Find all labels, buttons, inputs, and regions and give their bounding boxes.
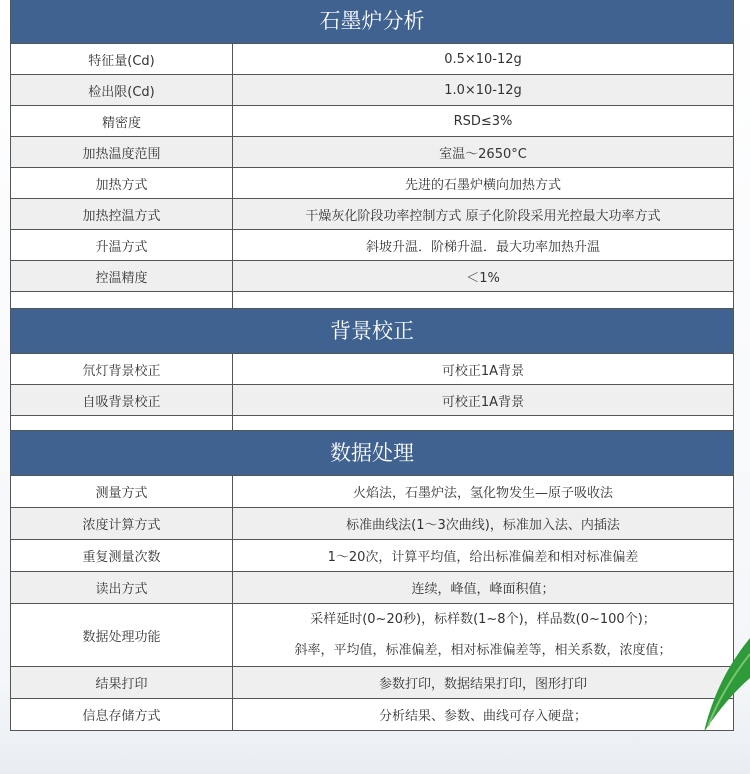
row-label: 信息存储方式 [11, 699, 233, 730]
row-value: ＜1% [466, 270, 500, 286]
row-value: 火焰法，石墨炉法，氢化物发生—原子吸收法 [352, 486, 613, 501]
empty-row [11, 416, 733, 431]
table-row [11, 137, 733, 168]
row-label: 读出方式 [11, 572, 233, 603]
row-value: 斜坡升温．阶梯升温．最大功率加热升温 [365, 239, 600, 255]
table-row [11, 572, 733, 604]
row-value: 1～20次，计算平均值，给出标准偏差和相对标准偏差 [327, 550, 639, 565]
row-label: 加热温度范围 [11, 137, 233, 167]
spec-table [10, 0, 734, 731]
row-value: 先进的石墨炉横向加热方式 [404, 177, 561, 193]
row-value: 室温～2650°C [439, 146, 527, 162]
row-value: 参数打印，数据结果打印，图形打印 [378, 677, 587, 692]
row-label: 浓度计算方式 [11, 508, 233, 539]
row-label: 加热控温方式 [11, 199, 233, 229]
row-value-line: 斜率，平均值，标准偏差，相对标准偏差等，相关系数，浓度值； [294, 643, 672, 658]
row-label: 测量方式 [11, 476, 233, 507]
row-value: 干燥灰化阶段功率控制方式 原子化阶段采用光控最大功率方式 [305, 208, 661, 224]
table-row [11, 699, 733, 731]
table-row [11, 667, 733, 699]
row-label: 结果打印 [11, 667, 233, 698]
empty-cell [233, 416, 733, 430]
empty-cell [233, 292, 733, 308]
section-title-data-processing: 数据处理 [11, 431, 733, 476]
table-row [11, 168, 733, 199]
row-value [233, 604, 733, 666]
row-value: 连续，峰值，峰面积值； [411, 582, 555, 597]
row-label: 重复测量次数 [11, 540, 233, 571]
row-label: 控温精度 [11, 261, 233, 291]
table-row [11, 476, 733, 508]
row-value: 分析结果、参数、曲线可存入硬盘； [378, 709, 587, 724]
row-value-line: 采样延时(0~20秒)，标样数(1~8个)，样品数(0~100个)； [310, 612, 656, 627]
leaf-decoration-icon [704, 634, 750, 734]
table-row [11, 75, 733, 106]
table-row [11, 261, 733, 292]
row-value: 可校正1A背景 [441, 394, 525, 410]
row-value: 可校正1A背景 [441, 363, 525, 379]
empty-cell [11, 416, 233, 430]
row-label: 数据处理功能 [11, 604, 233, 666]
row-label: 检出限(Cd) [11, 75, 233, 105]
row-label: 自吸背景校正 [11, 385, 233, 415]
row-value: 0.5×10-12g [444, 51, 522, 67]
section-title-background-correction: 背景校正 [11, 309, 733, 354]
row-label: 特征量(Cd) [11, 44, 233, 74]
table-row [11, 354, 733, 385]
row-value: 标准曲线法(1～3次曲线)，标准加入法、内插法 [346, 518, 620, 533]
row-value: 1.0×10-12g [444, 82, 522, 98]
empty-cell [11, 292, 233, 308]
table-row [11, 44, 733, 75]
table-row [11, 106, 733, 137]
table-row [11, 385, 733, 416]
row-label: 加热方式 [11, 168, 233, 198]
row-label: 氘灯背景校正 [11, 354, 233, 384]
empty-row [11, 292, 733, 309]
row-value: RSD≤3% [453, 113, 513, 129]
section-title-graphite-furnace: 石墨炉分析 [11, 0, 733, 44]
table-row [11, 199, 733, 230]
row-label: 升温方式 [11, 230, 233, 260]
table-row [11, 230, 733, 261]
table-row [11, 604, 733, 667]
row-label: 精密度 [11, 106, 233, 136]
table-row [11, 540, 733, 572]
table-row [11, 508, 733, 540]
